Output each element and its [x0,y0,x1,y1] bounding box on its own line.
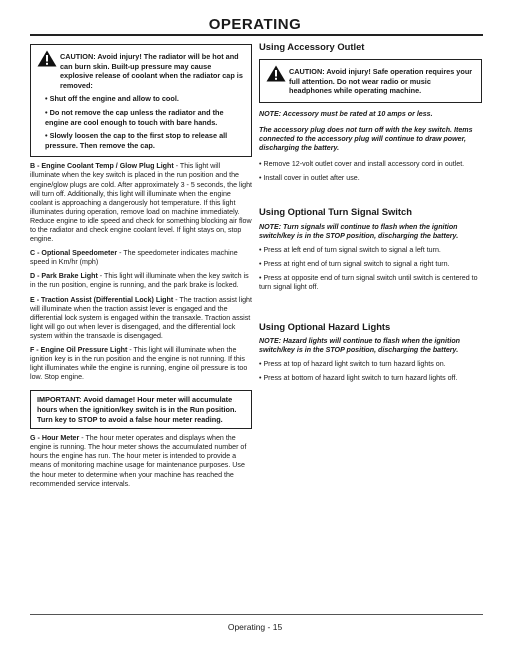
item-hour-meter [30,434,252,489]
item-text: - This light will illuminate when the key switch is in the run position, engine is running, and the park brake is locked. [30,272,249,290]
caution-text: CAUTION: Avoid injury! Safe operation requires your full attention. Do not wear radio or music headphones while operating machine. [289,67,473,96]
caution-bullet: • Do not remove the cap unless the radiator and the engine are cool enough to touch with bare hands. [45,107,224,127]
important-box: IMPORTANT: Avoid damage! Hour meter will accumulate hours when the ignition/key switch is in the Run position. Turn key to STOP to avoid a false hour meter reading. [30,390,252,429]
caution-bullet: • Shut off the engine and allow to cool. [45,94,179,104]
item-oil-pressure-light [30,346,252,382]
right-column [259,42,482,384]
caution-text: CAUTION: Avoid injury! The radiator will be hot and can burn skin. Built-up pressure may cause explosive release of coolant when the radiator cap is removed: [60,52,243,90]
note-accessory-power: The accessory plug does not turn off with the key switch. Items connected to the accessory plug will continue to draw power, discharging the battery. [259,125,473,153]
item-text: - The speedometer indicates machine speed in Km/hr (mph) [30,249,238,267]
warning-icon [37,50,57,67]
item-label: G - Hour Meter [30,434,80,443]
note-hazard: NOTE: Hazard lights will continue to flash when the ignition switch/key is in the STOP position, discharging the battery. [259,337,460,355]
item-label: B - Engine Coolant Temp / Glow Plug Light [30,162,174,171]
item-coolant-light [30,162,252,244]
turn-signal-bullet: • Press at left end of turn signal switch to signal a left turn. [259,245,441,254]
footer-rule [30,614,483,615]
radiator-caution-box [30,44,252,157]
left-column [30,42,252,489]
item-traction-assist-light [30,296,252,341]
item-text: - This light will illuminate when the key switch is placed in the run position and the engine/glow plugs are cold. After approximately 3 - 5 seconds, the light will turn off. Additionally, this light will illuminate when the engine coolant is approaching a dangerously hot temperature. If this light illuminates during operation, remove load on machine immediately. Reduce engine to idle speed and check for something blocking air flow to the radiator and check engine coolant level. If light stays on, stop engine. [30,162,253,244]
section-heading-hazard: Using Optional Hazard Lights [259,321,391,333]
section-heading-accessory: Using Accessory Outlet [259,41,365,52]
item-text: - The traction assist light will illuminate when the traction assist lever is engaged and the differential lock system is engaged within the transaxle. Traction assist light will go out when lever is disengaged, and the differential lock system within the transaxle is disengaged. [30,295,252,340]
turn-signal-bullet: • Press at right end of turn signal switch to signal a right turn. [259,259,450,268]
accessory-bullet: • Install cover in outlet after use. [259,174,360,183]
page-number: Operating - 15 [227,622,283,632]
item-label: E - Traction Assist (Differential Lock) Light [30,295,174,304]
accessory-bullet: • Remove 12-volt outlet cover and install accessory cord in outlet. [259,160,465,169]
item-text: - This light will illuminate when the ignition key is in the run position and the engine is not running. If this light illuminates while the engine is running, engine oil pressure is too low. Stop engine. [30,346,248,382]
caution-bullet: • Slowly loosen the cap to the first stop to release all pressure. Then remove the cap. [45,131,228,150]
warning-icon [266,65,286,82]
note-accessory-rating: NOTE: Accessory must be rated at 10 amps or less. [259,109,433,118]
headphones-caution-box [259,59,482,103]
turn-signal-bullet: • Press at opposite end of turn signal switch until switch is centered to turn signal light off. [259,273,478,291]
hazard-bullet: • Press at top of hazard light switch to turn hazard lights on. [259,360,446,369]
item-speedometer [30,249,252,267]
header-rule [30,34,483,36]
item-label: F - Engine Oil Pressure Light [30,346,128,355]
note-turn-signal: NOTE: Turn signals will continue to flash when the ignition switch/key is in the STOP position, discharging the battery. [259,222,459,240]
item-label: D - Park Brake Light [30,272,98,281]
item-park-brake-light [30,272,252,290]
section-heading-turn-signal: Using Optional Turn Signal Switch [259,206,412,218]
hazard-bullet: • Press at bottom of hazard light switch to turn hazard lights off. [259,374,458,383]
item-label: C - Optional Speedometer [30,249,118,258]
page-title: OPERATING [208,16,302,33]
item-text: - The hour meter operates and displays when the engine is running. The hour meter shows the accumulated number of hours the engine has run. The hour meter is intended to provide a means of monitoring machine usage for maintenance purposes. Use the hour meter to determine when your machine has reached the recommended service intervals. [30,434,247,488]
